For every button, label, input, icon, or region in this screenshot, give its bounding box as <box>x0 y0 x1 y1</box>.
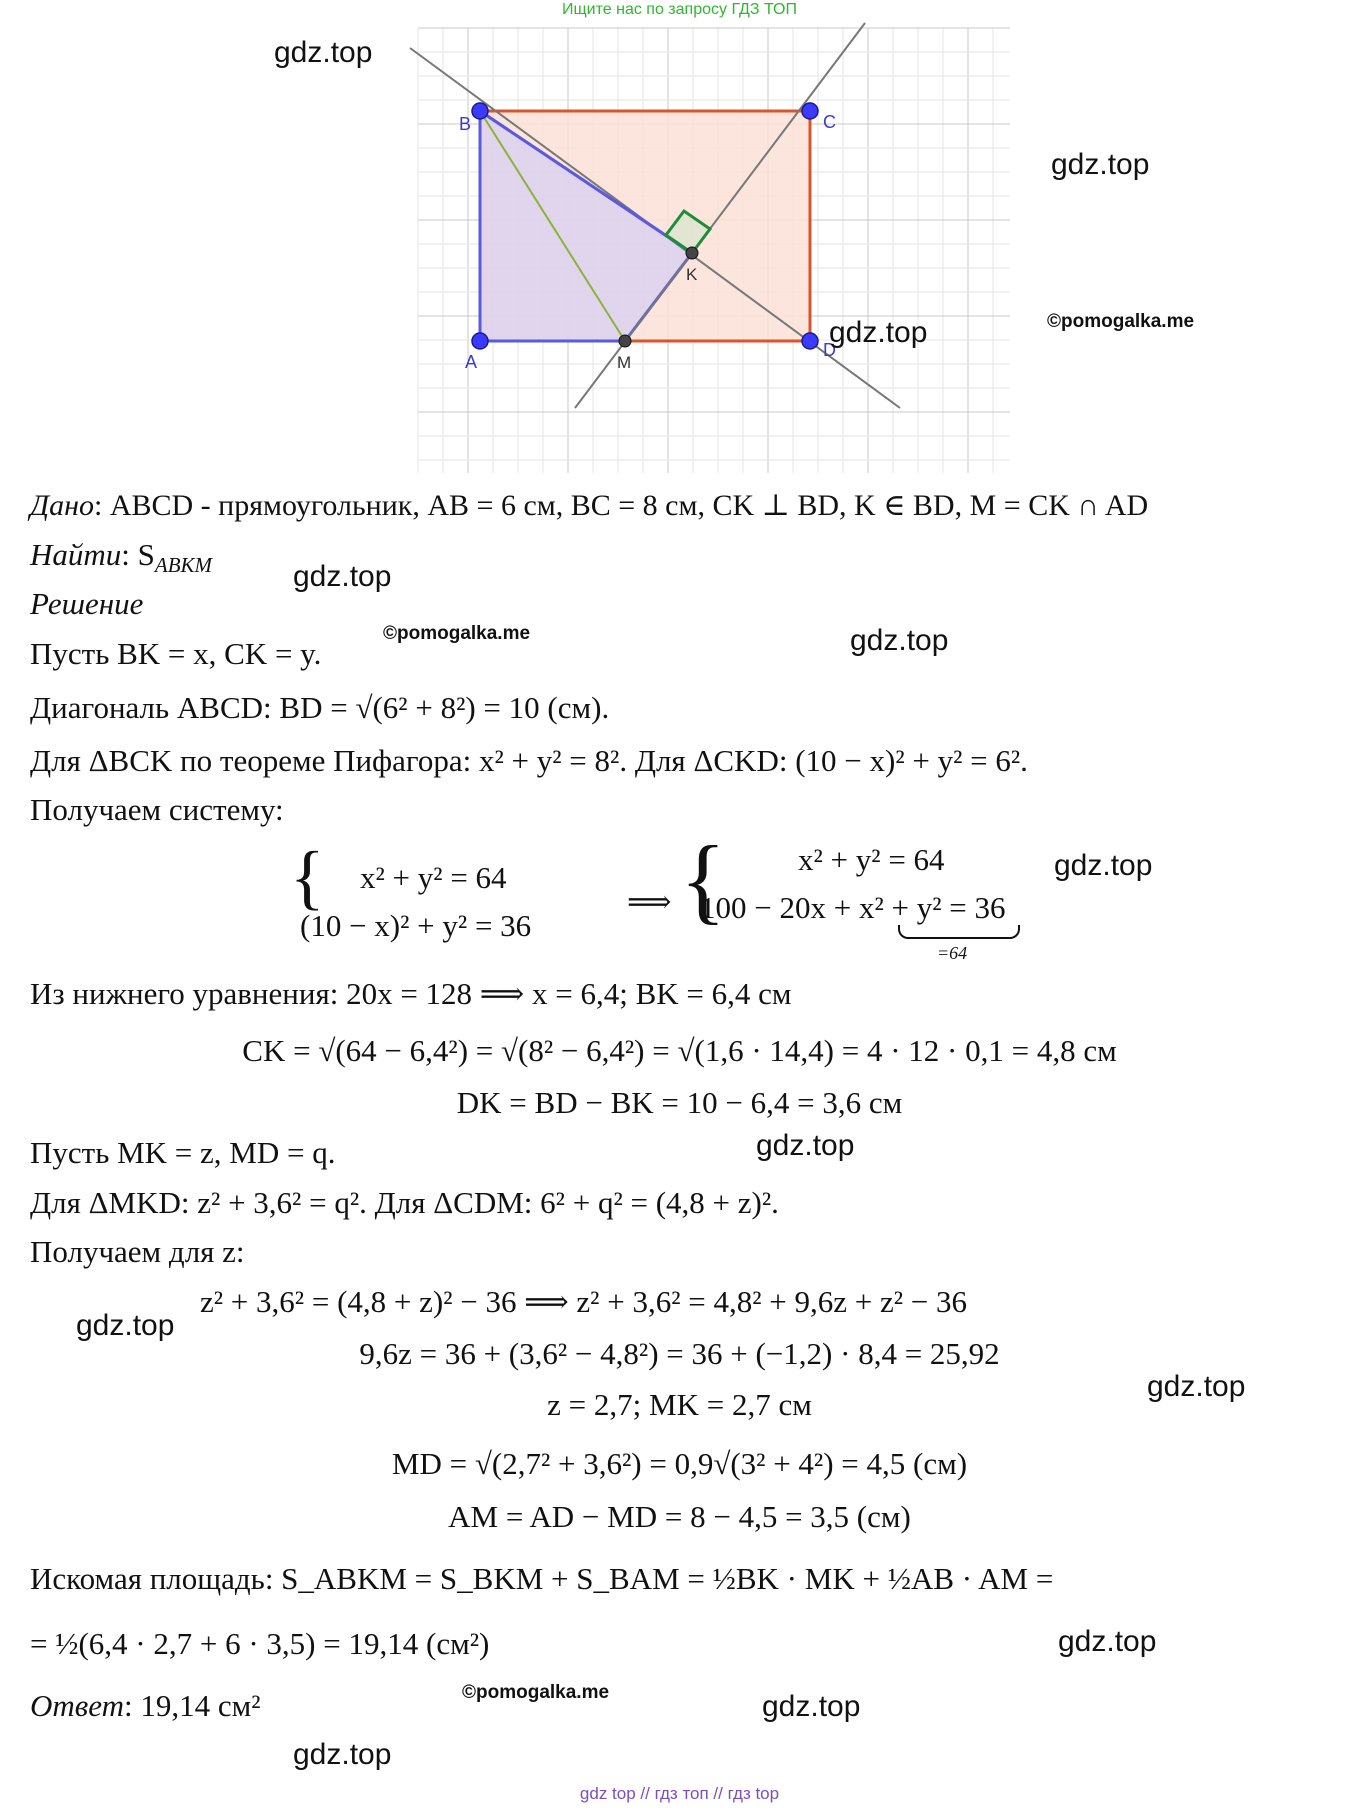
system-arrow: ⟹ <box>627 884 672 919</box>
line-let-bk: Пусть BK = x, CK = y. <box>30 636 322 671</box>
system-right-brace: { <box>680 826 727 933</box>
label-m: M <box>617 353 632 372</box>
watermark-gdz-10: gdz.top <box>1058 1625 1157 1658</box>
line-area-result: = ½(6,4 · 2,7 + 6 · 3,5) = 19,14 (см²) <box>30 1626 490 1661</box>
line-diagonal: Диагональ ABCD: BD = √(6² + 8²) = 10 (см). <box>30 690 610 725</box>
line-dk: DK = BD − BK = 10 − 6,4 = 3,6 см <box>456 1085 903 1120</box>
label-c: C <box>823 112 836 132</box>
watermark-gdz-7: gdz.top <box>756 1129 855 1162</box>
watermark-pomogalka-2: ©pomogalka.me <box>383 623 531 644</box>
label-b: B <box>459 114 472 134</box>
watermark-gdz-3: gdz.top <box>829 316 928 349</box>
answer-line <box>30 1686 261 1726</box>
line-md: MD = √(2,7² + 3,6²) = 0,9√(3² + 4²) = 4,5 (см) <box>391 1446 968 1481</box>
line-let-mk: Пусть MK = z, MD = q. <box>30 1135 336 1170</box>
line-z-solve: 9,6z = 36 + (3,6² − 4,8²) = 36 + (−1,2) · 8,4 = 25,92 <box>359 1336 1000 1371</box>
underbrace-label: =64 <box>937 943 968 963</box>
find-label: Найти <box>30 537 122 572</box>
label-a: A <box>465 352 478 372</box>
label-k: K <box>686 265 698 284</box>
watermark-gdz-8: gdz.top <box>76 1309 175 1342</box>
find-text: : S <box>121 537 155 572</box>
system-left-brace: { <box>290 837 325 917</box>
given-line <box>30 486 1148 526</box>
underbrace <box>898 925 1020 939</box>
point-m <box>619 335 631 347</box>
line-area: Искомая площадь: S_ABKM = S_BKM + S_BAM = ½BK · MK + ½AB · AM = <box>30 1561 1054 1596</box>
answer-text: : 19,14 см² <box>123 1688 261 1723</box>
watermark-gdz-11: gdz.top <box>762 1690 861 1723</box>
point-c <box>802 103 818 119</box>
watermark-gdz-5: gdz.top <box>850 624 949 657</box>
solution-label: Решение <box>30 586 144 621</box>
watermark-gdz-6: gdz.top <box>1054 849 1153 882</box>
footer-links[interactable]: gdz top // гдз топ // гдз top <box>579 1784 780 1803</box>
line-lower-eq: Из нижнего уравнения: 20x = 128 ⟹ x = 6,4; BK = 6,4 см <box>30 976 792 1011</box>
given-label: Дано <box>30 489 94 522</box>
line-triangles: Для ΔMKD: z² + 3,6² = q². Для ΔCDM: 6² + q² = (4,8 + z)². <box>30 1185 779 1220</box>
label-d: D <box>823 340 836 360</box>
point-d <box>802 333 818 349</box>
line-z-equation: z² + 3,6² = (4,8 + z)² − 36 ⟹ z² + 3,6² = 4,8² + 9,6z + z² − 36 <box>200 1284 968 1319</box>
point-b <box>472 103 488 119</box>
watermark-gdz-9: gdz.top <box>1147 1370 1246 1403</box>
watermark-gdz-2: gdz.top <box>1051 148 1150 181</box>
line-system-intro: Получаем систему: <box>30 792 284 827</box>
figure-svg <box>395 18 1015 478</box>
point-a <box>472 333 488 349</box>
line-for-z: Получаем для z: <box>30 1234 245 1269</box>
watermark-pomogalka-1: ©pomogalka.me <box>1047 311 1195 332</box>
line-pythagoras: Для ΔBCK по теореме Пифагора: x² + y² = 8². Для ΔCKD: (10 − x)² + y² = 6². <box>30 743 1028 778</box>
system-left-eq2: (10 − x)² + y² = 36 <box>300 908 532 943</box>
watermark-gdz-1: gdz.top <box>274 36 373 69</box>
find-subscript: ABKM <box>154 553 213 578</box>
given-text: : ABCD - прямоугольник, AB = 6 см, BC = 8 см, CK ⊥ BD, K ∈ BD, M = CK ∩ AD <box>93 489 1149 522</box>
system-right-eq1: x² + y² = 64 <box>798 842 945 877</box>
answer-label: Ответ <box>30 1688 124 1723</box>
point-k <box>686 247 698 259</box>
watermark-pomogalka-3: ©pomogalka.me <box>462 1682 610 1703</box>
find-line <box>30 535 212 585</box>
line-am: AM = AD − MD = 8 − 4,5 = 3,5 (см) <box>448 1499 911 1534</box>
system-right-eq2: 100 − 20x + x² + y² = 36 <box>700 890 1006 925</box>
line-z-value: z = 2,7; MK = 2,7 см <box>547 1387 812 1422</box>
watermark-gdz-4: gdz.top <box>293 560 392 593</box>
system-left-eq1: x² + y² = 64 <box>360 860 507 895</box>
search-hint: Ищите нас по запросу ГДЗ ТОП <box>562 1 797 18</box>
watermark-gdz-12: gdz.top <box>293 1738 392 1771</box>
geometry-figure <box>395 18 1015 478</box>
line-ck: CK = √(64 − 6,4²) = √(8² − 6,4²) = √(1,6 · 14,4) = 4 · 12 · 0,1 = 4,8 см <box>242 1033 1117 1068</box>
